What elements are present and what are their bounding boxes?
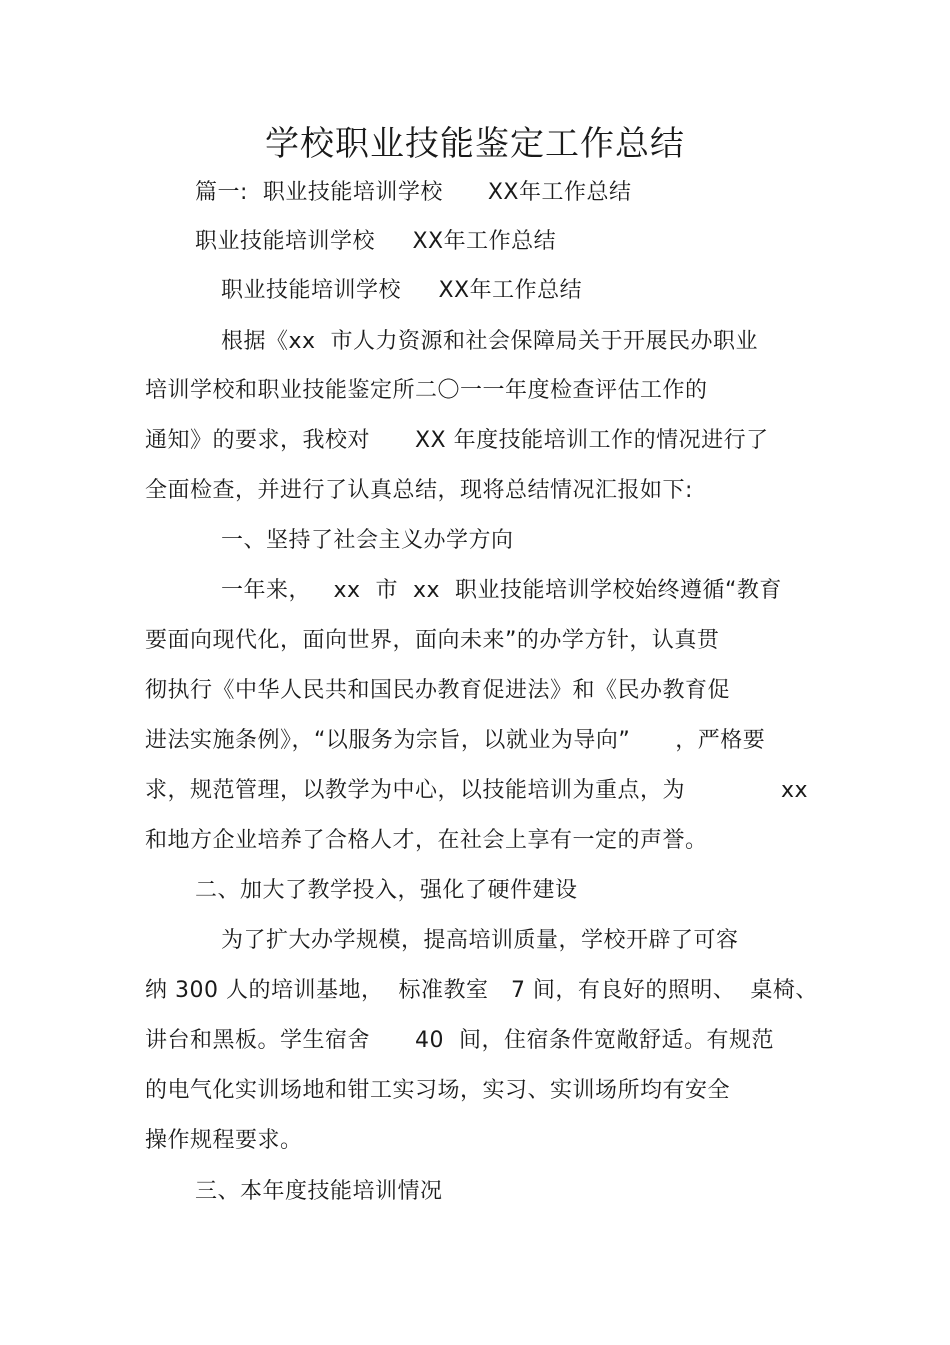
paragraph-line: 要面向现代化，面向世界，面向未来”的办学方针，认真贯 — [145, 628, 720, 653]
paragraph-line: 彻执行《中华人民共和国民办教育促进法》和《民办教育促 — [145, 678, 731, 703]
subheading-school-summary-indented: 职业技能培训学校 XX年工作总结 — [221, 278, 583, 303]
paragraph-line: 全面检查，并进行了认真总结，现将总结情况汇报如下: — [145, 478, 693, 503]
paragraph-line: 纳 300 人的培训基地， 标准教室 7 间，有良好的照明、 桌椅、 — [145, 978, 818, 1003]
subheading-school-summary: 职业技能培训学校 XX年工作总结 — [195, 229, 557, 254]
paragraph-line: 和地方企业培养了合格人才，在社会上享有一定的声誉。 — [145, 828, 708, 853]
paragraph-line: 求，规范管理，以教学为中心，以技能培训为重点，为 — [145, 778, 686, 803]
paragraph-line: 培训学校和职业技能鉴定所二〇一一年度检查评估工作的 — [145, 378, 708, 403]
paragraph-line: 根据《xx 市人力资源和社会保障局关于开展民办职业 — [221, 329, 759, 354]
paragraph-line: 一年来， xx 市 xx 职业技能培训学校始终遵循“教育 — [221, 578, 782, 603]
paragraph-line: 进法实施条例》，“以服务为宗旨，以就业为导向” ，严格要 — [145, 728, 766, 753]
paragraph-line: 的电气化实训场地和钳工实习场，实习、实训场所均有安全 — [145, 1078, 731, 1103]
paragraph-line: 通知》的要求，我校对 XX 年度技能培训工作的情况进行了 — [145, 428, 769, 453]
document-title: 学校职业技能鉴定工作总结 — [265, 124, 685, 164]
section-heading-one: 一、坚持了社会主义办学方向 — [221, 528, 514, 553]
section-heading-two: 二、加大了教学投入，强化了硬件建设 — [195, 878, 578, 903]
paragraph-line: 为了扩大办学规模，提高培训质量，学校开辟了可容 — [221, 928, 739, 953]
paragraph-trailing-token: xx — [781, 778, 809, 803]
section-heading-three: 三、本年度技能培训情况 — [195, 1179, 443, 1204]
paragraph-line: 讲台和黑板。学生宿舍 40 间，住宿条件宽敞舒适。有规范 — [145, 1028, 774, 1053]
section-heading-part-one: 篇一: 职业技能培训学校 XX年工作总结 — [195, 180, 632, 205]
paragraph-line: 操作规程要求。 — [145, 1128, 303, 1153]
